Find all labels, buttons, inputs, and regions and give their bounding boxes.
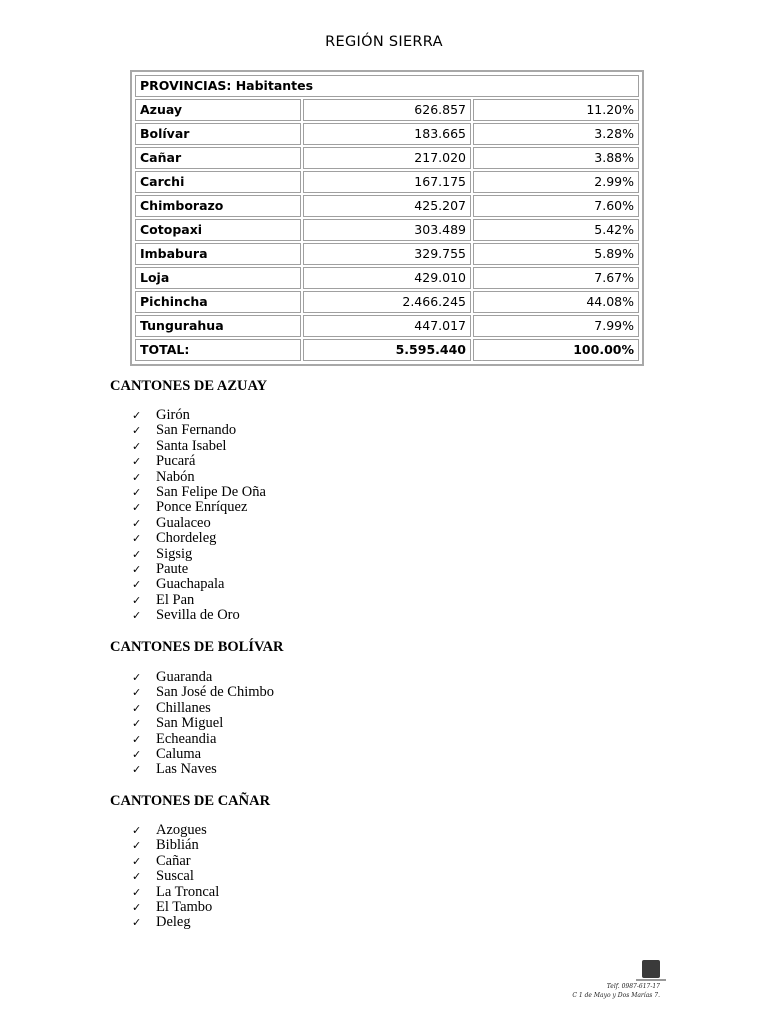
- canton-name: Azogues: [156, 822, 207, 838]
- checkmark-icon: ✓: [132, 409, 142, 422]
- canton-name: El Tambo: [156, 899, 213, 916]
- canton-list-azuay: [132, 408, 266, 624]
- checkmark-icon: ✓: [132, 532, 142, 546]
- province-percent: 44.08%: [473, 291, 639, 313]
- checkmark-icon: ✓: [132, 916, 142, 930]
- table-header: PROVINCIAS: Habitantes: [135, 75, 639, 97]
- list-item: [132, 823, 219, 838]
- province-population: 429.010: [303, 267, 471, 289]
- province-population: 447.017: [303, 315, 471, 337]
- checkmark-icon: ✓: [132, 516, 142, 530]
- canton-name: Guaranda: [156, 669, 213, 685]
- canton-name: Las Naves: [156, 761, 217, 778]
- table-row: [135, 243, 639, 265]
- province-percent: 7.99%: [473, 315, 639, 337]
- province-name: Bolívar: [135, 123, 301, 145]
- list-item: [132, 454, 266, 469]
- canton-name: El Pan: [156, 591, 195, 608]
- checkmark-icon: ✓: [132, 593, 142, 607]
- list-item: [132, 869, 219, 884]
- footer-address: C 1 de Mayo y Dos Marías 7.: [572, 992, 660, 999]
- province-name: Chimborazo: [135, 195, 301, 217]
- table-total-row: [135, 339, 639, 361]
- list-item: [132, 854, 219, 869]
- province-name: Carchi: [135, 171, 301, 193]
- list-item: [132, 915, 219, 930]
- table-row: [135, 99, 639, 121]
- checkmark-icon: ✓: [132, 609, 142, 623]
- province-name: Cañar: [135, 147, 301, 169]
- list-item: [132, 732, 274, 747]
- canton-name: Nabón: [156, 468, 195, 485]
- province-percent: 5.42%: [473, 219, 639, 241]
- list-item: [132, 900, 219, 915]
- checkmark-icon: ✓: [132, 501, 142, 515]
- province-name: Cotopaxi: [135, 219, 301, 241]
- checkmark-icon: ✓: [132, 547, 142, 561]
- checkmark-icon: ✓: [132, 824, 142, 837]
- canton-name: Suscal: [156, 868, 194, 885]
- province-population: 2.466.245: [303, 291, 471, 313]
- list-item: [132, 423, 266, 438]
- canton-name: San Miguel: [156, 715, 224, 732]
- checkmark-icon: ✓: [132, 424, 142, 438]
- table-row: [135, 195, 639, 217]
- checkmark-icon: ✓: [132, 763, 142, 777]
- company-logo: [642, 960, 660, 978]
- list-item: [132, 593, 266, 608]
- checkmark-icon: ✓: [132, 486, 142, 500]
- province-percent: 3.88%: [473, 147, 639, 169]
- canton-name: Ponce Enríquez: [156, 499, 248, 516]
- page-title: REGIÓN SIERRA: [325, 34, 443, 50]
- list-item: [132, 470, 266, 485]
- canton-name: Chillanes: [156, 699, 211, 716]
- list-item: [132, 485, 266, 500]
- province-name: Imbabura: [135, 243, 301, 265]
- province-name: Azuay: [135, 99, 301, 121]
- canton-name: Sigsig: [156, 545, 193, 562]
- province-population: 329.755: [303, 243, 471, 265]
- province-percent: 11.20%: [473, 99, 639, 121]
- checkmark-icon: ✓: [132, 717, 142, 731]
- checkmark-icon: ✓: [132, 578, 142, 592]
- province-population: 217.020: [303, 147, 471, 169]
- table-row: [135, 123, 639, 145]
- province-percent: 7.67%: [473, 267, 639, 289]
- checkmark-icon: ✓: [132, 748, 142, 762]
- canton-name: Paute: [156, 561, 189, 578]
- checkmark-icon: ✓: [132, 839, 142, 853]
- province-population: 626.857: [303, 99, 471, 121]
- list-item: [132, 670, 274, 685]
- canton-name: La Troncal: [156, 883, 220, 900]
- list-item: [132, 577, 266, 592]
- footer-phone: Telf. 0987-617-17: [606, 983, 660, 990]
- province-percent: 3.28%: [473, 123, 639, 145]
- section-heading-bolivar: CANTONES DE BOLÍVAR: [110, 639, 284, 655]
- list-item: [132, 531, 266, 546]
- canton-name: Gualaceo: [156, 514, 211, 531]
- checkmark-icon: ✓: [132, 439, 142, 453]
- province-population: 303.489: [303, 219, 471, 241]
- canton-name: Pucará: [156, 453, 196, 470]
- total-population: 5.595.440: [303, 339, 471, 361]
- provinces-table: [130, 70, 644, 366]
- list-item: [132, 608, 266, 623]
- province-name: Loja: [135, 267, 301, 289]
- checkmark-icon: ✓: [132, 701, 142, 715]
- list-item: [132, 562, 266, 577]
- checkmark-icon: ✓: [132, 563, 142, 577]
- canton-name: Chordeleg: [156, 530, 217, 547]
- canton-list-canar: [132, 823, 219, 931]
- list-item: [132, 547, 266, 562]
- table-row: [135, 315, 639, 337]
- table-row: [135, 147, 639, 169]
- table-row: [135, 171, 639, 193]
- section-heading-azuay: CANTONES DE AZUAY: [110, 378, 268, 394]
- list-item: [132, 685, 274, 700]
- province-name: Pichincha: [135, 291, 301, 313]
- checkmark-icon: ✓: [132, 455, 142, 469]
- canton-name: Guachapala: [156, 576, 225, 593]
- canton-name: Santa Isabel: [156, 437, 227, 454]
- province-percent: 5.89%: [473, 243, 639, 265]
- province-name: Tungurahua: [135, 315, 301, 337]
- list-item: [132, 716, 274, 731]
- list-item: [132, 408, 266, 423]
- list-item: [132, 439, 266, 454]
- section-heading-canar: CANTONES DE CAÑAR: [110, 793, 271, 809]
- total-percent: 100.00%: [473, 339, 639, 361]
- province-percent: 2.99%: [473, 171, 639, 193]
- table-row: [135, 267, 639, 289]
- canton-name: Echeandia: [156, 730, 217, 747]
- list-item: [132, 885, 219, 900]
- province-population: 183.665: [303, 123, 471, 145]
- canton-name: Cañar: [156, 852, 191, 869]
- canton-name: Biblián: [156, 837, 199, 854]
- canton-name: San Fernando: [156, 422, 237, 439]
- province-population: 167.175: [303, 171, 471, 193]
- checkmark-icon: ✓: [132, 686, 142, 700]
- list-item: [132, 701, 274, 716]
- canton-name: San Felipe De Oña: [156, 484, 266, 501]
- canton-name: Deleg: [156, 914, 191, 931]
- checkmark-icon: ✓: [132, 671, 142, 684]
- province-population: 425.207: [303, 195, 471, 217]
- list-item: [132, 500, 266, 515]
- list-item: [132, 747, 274, 762]
- checkmark-icon: ✓: [132, 885, 142, 899]
- list-item: [132, 516, 266, 531]
- canton-name: Girón: [156, 407, 190, 423]
- checkmark-icon: ✓: [132, 854, 142, 868]
- canton-name: Sevilla de Oro: [156, 607, 240, 624]
- table-row: [135, 219, 639, 241]
- list-item: [132, 838, 219, 853]
- company-logo-caption: [636, 979, 666, 981]
- checkmark-icon: ✓: [132, 870, 142, 884]
- province-percent: 7.60%: [473, 195, 639, 217]
- checkmark-icon: ✓: [132, 732, 142, 746]
- total-label: TOTAL:: [135, 339, 301, 361]
- checkmark-icon: ✓: [132, 901, 142, 915]
- table-row: [135, 291, 639, 313]
- canton-name: Caluma: [156, 746, 202, 763]
- checkmark-icon: ✓: [132, 470, 142, 484]
- list-item: [132, 762, 274, 777]
- canton-list-bolivar: [132, 670, 274, 778]
- canton-name: San José de Chimbo: [156, 684, 275, 701]
